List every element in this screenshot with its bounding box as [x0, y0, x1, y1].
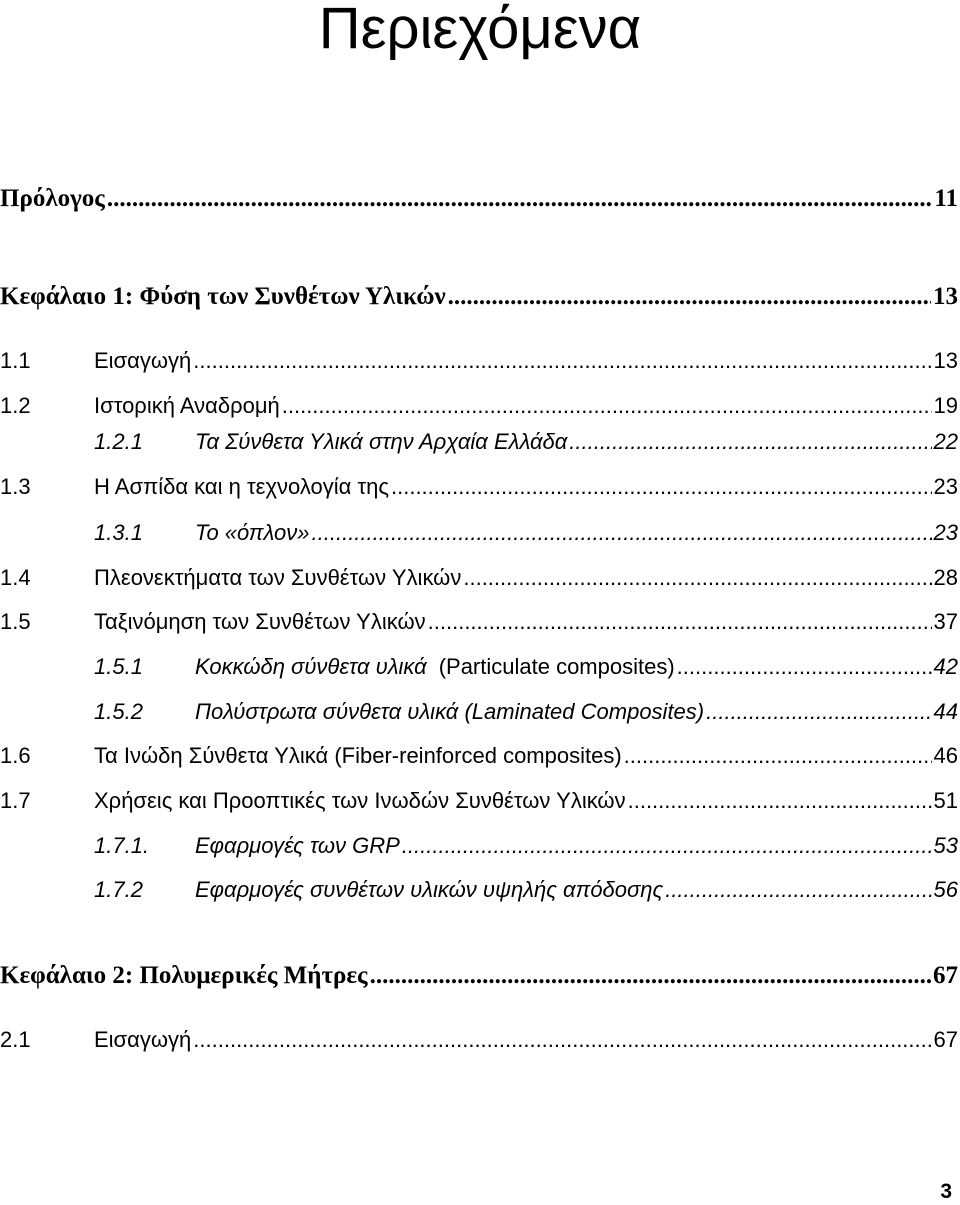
toc-entry-title: Κοκκώδη σύνθετα υλικά	[195, 654, 427, 679]
toc-entry-number: 1.5.2	[94, 699, 143, 724]
toc-entry-1-5[interactable]	[0, 601, 958, 637]
toc-entry-title: Ιστορική Αναδρομή	[94, 393, 280, 418]
toc-entry-1-2-1[interactable]	[0, 421, 958, 457]
toc-entry-number: 1.7	[0, 788, 31, 813]
toc-entry-1-7-1[interactable]	[0, 825, 958, 861]
toc-entry-page: 37	[933, 609, 958, 634]
toc-entry-1-7[interactable]	[0, 780, 958, 816]
toc-entry-number: 1.3.1	[94, 520, 143, 545]
toc-entry-title: Πολύστρωτα σύνθετα υλικά (Laminated Composites)	[195, 699, 705, 724]
toc-entry-page: 23	[933, 520, 958, 545]
page-number: 3	[940, 1180, 952, 1203]
toc-entry-1-2[interactable]	[0, 385, 958, 421]
toc-entry-title: Η Ασπίδα και η τεχνολογία της	[94, 474, 389, 499]
toc-entry-1-4[interactable]	[0, 557, 958, 593]
toc-entry-page: 53	[933, 833, 958, 858]
toc-dot-leader	[463, 563, 931, 593]
toc-entry-page: 46	[933, 743, 958, 768]
toc-entry-number: 1.7.2	[94, 877, 143, 902]
toc-entry-number: 1.6	[0, 743, 31, 768]
toc-entry-prologue[interactable]	[0, 178, 958, 214]
toc-entry-1-1[interactable]	[0, 340, 958, 376]
toc-entry-2-1[interactable]	[0, 1019, 958, 1055]
toc-entry-1-5-1[interactable]	[0, 646, 958, 682]
toc-entry-number: 1.5.1	[94, 654, 143, 679]
toc-entry-number: 1.2.1	[94, 429, 143, 454]
toc-dot-leader	[282, 391, 932, 421]
toc-dot-leader	[193, 1025, 931, 1055]
toc-entry-number: 1.3	[0, 474, 31, 499]
toc-entry-page: 67	[933, 962, 958, 989]
toc-entry-title: Πλεονεκτήματα των Συνθέτων Υλικών	[94, 565, 462, 590]
toc-entry-page: 19	[933, 393, 958, 418]
toc-entry-1-6[interactable]	[0, 735, 958, 771]
toc-dot-leader	[624, 741, 932, 771]
toc-entry-number: 1.7.1.	[94, 833, 150, 858]
toc-entry-title: Χρήσεις και Προοπτικές των Ινωδών Συνθέτων Υλικών	[94, 788, 626, 813]
toc-entry-1-3[interactable]	[0, 466, 958, 502]
toc-entry-title: Ταξινόμηση των Συνθέτων Υλικών	[94, 609, 426, 634]
toc-dot-leader	[628, 786, 932, 816]
toc-entry-page: 13	[933, 283, 958, 310]
toc-entry-page: 13	[933, 348, 958, 373]
toc-dot-leader	[448, 282, 931, 312]
toc-dot-leader	[402, 831, 932, 861]
toc-entry-title-english: (Particulate composites)	[438, 654, 675, 679]
toc-dot-leader	[665, 875, 931, 905]
toc-entry-number: 1.5	[0, 609, 31, 634]
toc-entry-page: 44	[933, 699, 958, 724]
toc-dot-leader	[569, 427, 931, 457]
toc-dot-leader	[193, 346, 931, 376]
toc-dot-leader	[391, 472, 932, 502]
toc-entry-page: 67	[933, 1027, 958, 1052]
toc-entry-chapter-1[interactable]	[0, 276, 958, 312]
toc-dot-leader	[428, 607, 932, 637]
toc-entry-1-7-2[interactable]	[0, 869, 958, 905]
toc-entry-title: Τα Ινώδη Σύνθετα Υλικά (Fiber-reinforced composites)	[94, 743, 622, 768]
toc-entry-title: Τα Σύνθετα Υλικά στην Αρχαία Ελλάδα	[195, 429, 568, 454]
toc-entry-title: Πρόλογος	[0, 185, 105, 212]
toc-entry-title: Εφαρμογές των GRP	[195, 833, 400, 858]
toc-entry-page: 56	[933, 877, 958, 902]
toc-entry-page: 28	[933, 565, 958, 590]
toc-dot-leader	[370, 961, 931, 991]
toc-entry-title: Το «όπλον»	[195, 520, 310, 545]
toc-entry-number: 1.1	[0, 348, 31, 373]
toc-dot-leader	[107, 184, 933, 214]
toc-entry-page: 22	[933, 429, 958, 454]
toc-entry-page: 23	[933, 474, 958, 499]
toc-entry-1-3-1[interactable]	[0, 512, 958, 548]
toc-entry-title: Εφαρμογές συνθέτων υλικών υψηλής απόδοσης	[195, 877, 664, 902]
toc-entry-page: 11	[934, 185, 958, 212]
toc-entry-page: 42	[933, 654, 958, 679]
toc-dot-leader	[706, 697, 931, 727]
page-title: Περιεχόμενα	[318, 0, 642, 61]
toc-entry-number: 2.1	[0, 1027, 31, 1052]
toc-entry-title: Εισαγωγή	[94, 1027, 192, 1052]
toc-entry-title: Εισαγωγή	[94, 348, 192, 373]
toc-entry-number: 1.2	[0, 393, 31, 418]
toc-dot-leader	[312, 518, 932, 548]
toc-entry-page: 51	[933, 788, 958, 813]
toc-dot-leader	[677, 652, 932, 682]
toc-entry-title: Κεφάλαιο 1: Φύση των Συνθέτων Υλικών	[0, 283, 446, 310]
toc-entry-number: 1.4	[0, 565, 31, 590]
toc-entry-chapter-2[interactable]	[0, 955, 958, 991]
toc-entry-title: Κεφάλαιο 2: Πολυμερικές Μήτρες	[0, 962, 368, 989]
toc-entry-1-5-2[interactable]	[0, 691, 958, 727]
